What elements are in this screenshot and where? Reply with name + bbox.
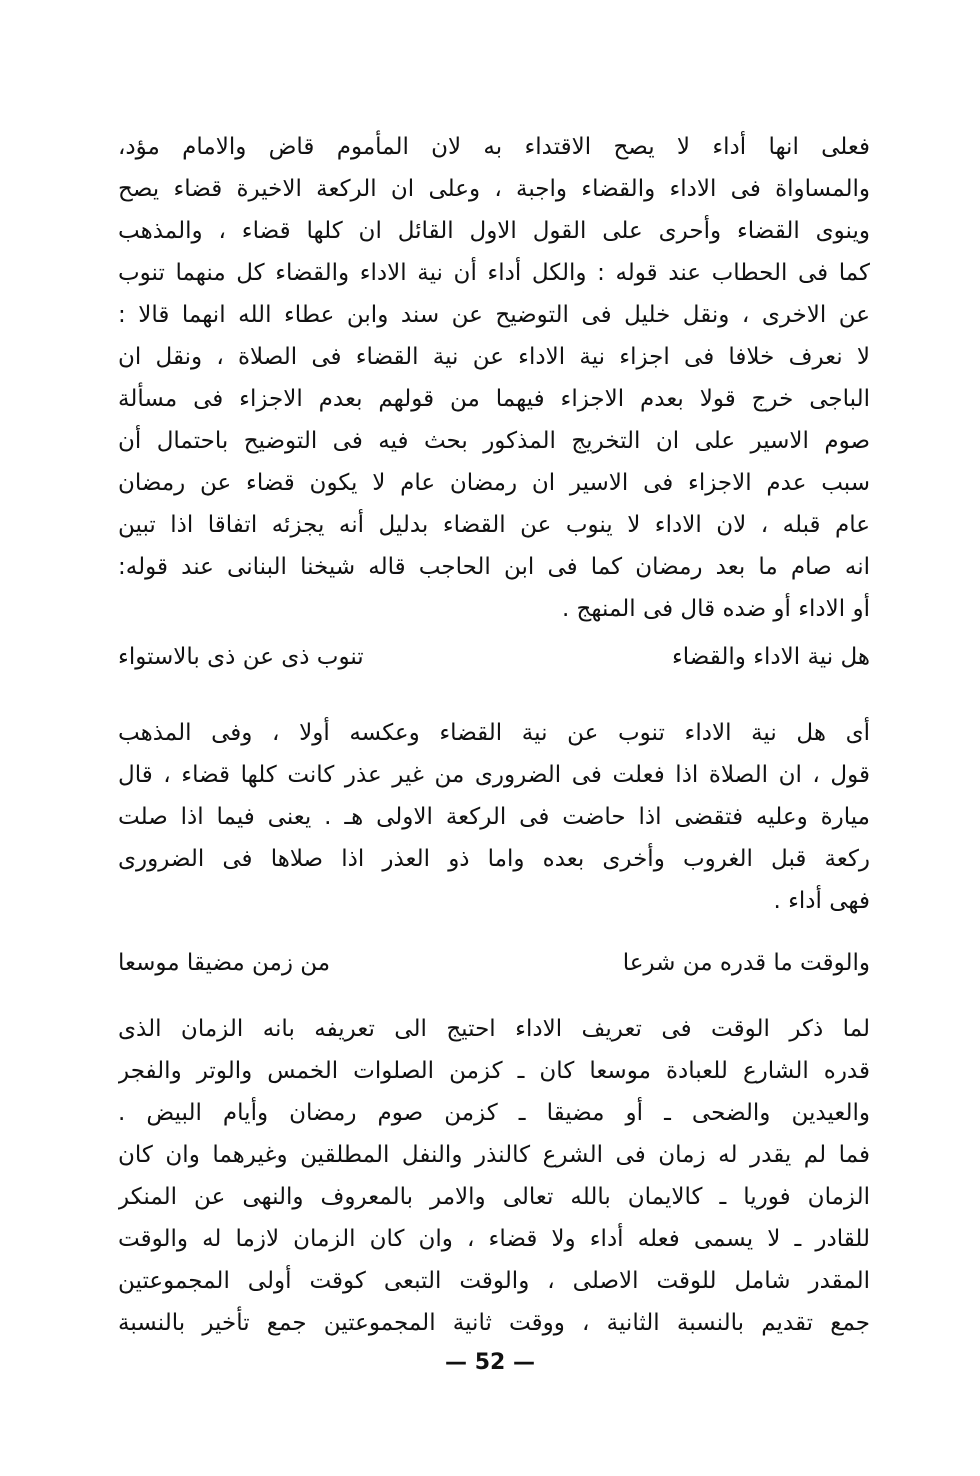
text-line: أو الاداء أو ضده قال فى المنهج . [561,596,870,622]
text-line: للقادر ـ لا يسمى فعله أداء ولا قضاء ، وان كان الزمان لازما له والوقت [118,1226,870,1252]
verse-1 [118,636,870,678]
text-line: عن الاخرى ، ونقل خليل فى التوضيح عن سند وابن عطاء الله انهما قالا : [118,302,870,328]
text-line: سبب عدم الاجزاء فى الاسير ان رمضان عام لا يكون قضاء عن رمضان [118,470,870,496]
text-line: قدره الشارع للعبادة موسعا كان ـ كزمن الصلوات الخمس والوتر والفجر [118,1058,870,1084]
text-line: جمع تقديم بالنسبة الثانية ، ووقت ثانية المجموعتين جمع تأخير بالنسبة [118,1310,870,1336]
text-line: لما ذكر الوقت فى تعريف الاداء احتيج الى تعريفه بانه الزمان الذى [118,1016,870,1042]
text-line: عام قبله ، لان الاداء لا ينوب عن القضاء بدليل أنه يجزئه اتفاقا اذا تبين [118,512,870,538]
text-line: قول ، ان الصلاة اذا فعلت فى الضرورى من غير عذر كانت كلها قضاء ، قال [118,762,870,788]
verse-first-hemistich: والوقت ما قدره من شرعا [622,950,870,976]
verse-first-hemistich: هل نية الاداء والقضاء [671,644,870,670]
text-line: أى هل نية الاداء تنوب عن نية القضاء وعكسه أولا ، وفى المذهب [118,720,870,746]
text-line: المقدر شامل للوقت الاصلى ، والوقت التبعى كوقت أولى المجموعتين [118,1268,870,1294]
text-line: الزمان فوريا ـ كالايمان بالله تعالى والامر بالمعروف والنهى عن المنكر [118,1184,870,1210]
text-line: والعيدين والضحى ـ أو مضيقا ـ كزمن صوم رمضان وأيام البيض . [118,1100,870,1126]
text-line: لا نعرف خلافا فى اجزاء نية الاداء عن نية القضاء فى الصلاة ، ونقل ان [118,344,870,370]
text-line: صوم الاسير على ان التخريج المذكور بحث فيه فى التوضيح باحتمال أن [118,428,870,454]
verse-second-hemistich: تنوب ذى عن ذى بالاستواء [118,644,364,670]
paragraph-1 [118,126,870,630]
text-line: والمساواة فى الاداء والقضاء واجبة ، وعلى ان الركعة الاخيرة قضاء يصح [118,176,870,202]
text-line: فما لم يقدر له زمان فى الشرع كالنذر والنفل المطلقين وغيرهما وان كان [118,1142,870,1168]
text-line: ركعة قبل الغروب وأخرى بعده واما ذو العذر اذا صلاها فى الضرورى [118,846,870,872]
text-line: فهى أداء . [773,888,870,914]
text-line: الباجى خرج قولا بعدم الاجزاء فيهما من قولهم بعدم الاجزاء فى مسألة [118,386,870,412]
page-number: — 52 — [445,1350,535,1375]
text-line: انه صام ما بعد رمضان كما فى ابن الحاجب قاله شيخنا البنانى عند قوله: [118,554,870,580]
text-line: وينوى القضاء وأحرى على القول الاول القائل ان كلها قضاء ، والمذهب [118,218,870,244]
text-line: كما فى الحطاب عند قوله : والكل أداء أن نية الاداء والقضاء كل منهما تنوب [118,260,870,286]
verse-second-hemistich: من زمن مضيقا موسعا [118,950,331,976]
paragraph-2 [118,712,870,922]
text-line: ميارة وعليه فتقضى اذا حاضت فى الركعة الاولى هـ . يعنى فيما اذا صلت [118,804,870,830]
paragraph-3 [118,1008,870,1344]
text-line: فعلى انها أداء لا يصح الاقتداء به لان المأموم قاض والامام مؤد، [118,134,870,160]
verse-2 [118,942,870,984]
